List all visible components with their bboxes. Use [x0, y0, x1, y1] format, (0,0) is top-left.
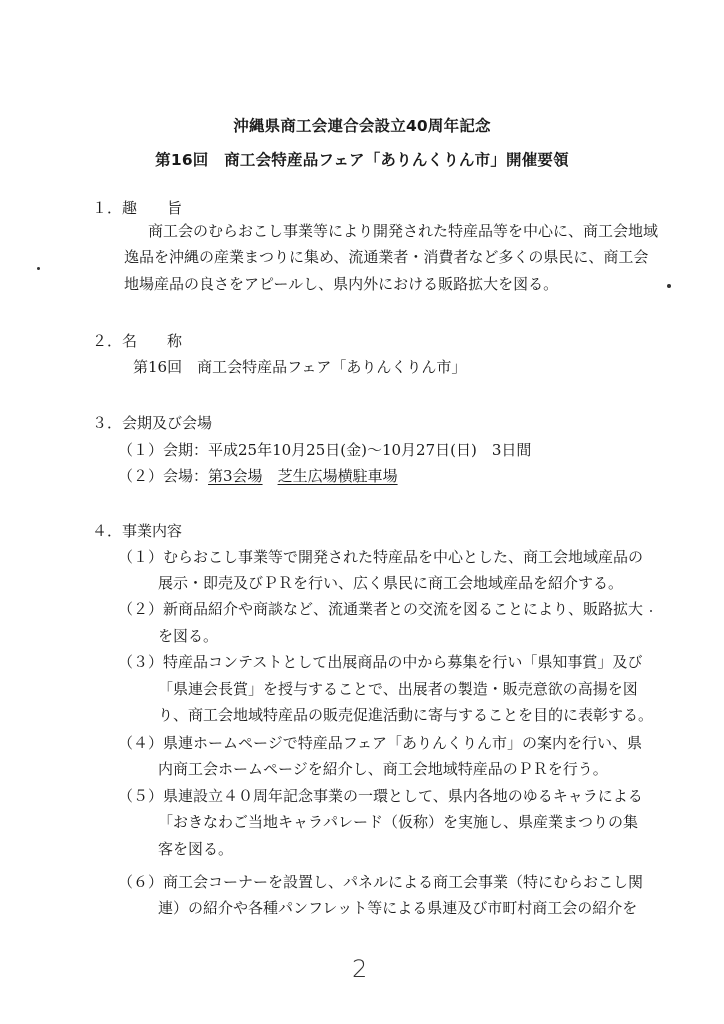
section-4-line: （６）商工会コーナーを設置し、パネルによる商工会事業（特にむらおこし関 — [118, 873, 644, 891]
page-number: 2 — [352, 955, 368, 983]
section-1-line: 商工会のむらおこし事業等により開発された特産品等を中心に、商工会地域 — [148, 222, 659, 240]
section-4-line: を図る。 — [158, 627, 219, 645]
section-4-heading: ４．事業内容 — [92, 522, 183, 540]
section-3-item-period: （１）会期：平成25年10月25日(金)～10月27日(日) 3日間 — [118, 441, 532, 459]
section-4-line: 客を図る。 — [158, 840, 234, 858]
section-4-line: 「県連会長賞」を授与することで、出展者の製造・販売意欲の高揚を図 — [158, 680, 638, 698]
section-2-body: 第16回 商工会特産品フェア「ありんくりん市」 — [133, 358, 467, 376]
venue-label: （２）会場： — [118, 467, 209, 485]
document-title-line1: 沖縄県商工会連合会設立40周年記念 — [233, 117, 491, 135]
section-1-line: 地場産品の良さをアピールし、県内外における販路拡大を図る。 — [124, 275, 559, 293]
section-4-line: （４）県連ホームページで特産品フェア「ありんくりん市」の案内を行い、県 — [118, 734, 642, 752]
section-1-heading: １．趣 旨 — [92, 199, 183, 217]
document-title-line2: 第16回 商工会特産品フェア「ありんくりん市」開催要領 — [155, 151, 569, 169]
section-4-line: 展示・即売及びＰＲを行い、広く県民に商工会地域産品を紹介する。 — [158, 574, 624, 592]
scan-speck — [37, 267, 40, 270]
venue-place: 芝生広場横駐車場 — [277, 467, 398, 485]
section-4-line: 連）の紹介や各種パンフレット等による県連及び市町村商工会の紹介を — [158, 899, 638, 917]
section-3-item-venue — [118, 466, 398, 486]
section-2-heading: ２．名 称 — [92, 332, 183, 350]
section-3-heading: ３．会期及び会場 — [92, 414, 213, 432]
section-1-line: 逸品を沖縄の産業まつりに集め、流通業者・消費者など多くの県民に、商工会 — [124, 248, 649, 266]
section-4-line: 「おきなわご当地キャラパレード（仮称）を実施し、県産業まつりの集 — [158, 813, 639, 831]
section-4-line: （１）むらおこし事業等で開発された特産品を中心とした、商工会地域産品の — [118, 548, 644, 566]
section-4-line: （５）県連設立４０周年記念事業の一環として、県内各地のゆるキャラによる — [118, 787, 643, 805]
section-4-line: り、商工会地域特産品の販売促進活動に寄与することを目的に表彰する。 — [158, 706, 654, 724]
section-4-line: 内商工会ホームページを紹介し、商工会地域特産品のＰＲを行う。 — [158, 760, 608, 778]
section-4-line: （２）新商品紹介や商談など、流通業者との交流を図ることにより、販路拡大 — [118, 600, 644, 618]
venue-space — [263, 467, 278, 485]
scan-speck — [650, 610, 652, 612]
section-4-line: （３）特産品コンテストとして出展商品の中から募集を行い「県知事賞」及び — [118, 653, 643, 671]
scan-speck — [667, 284, 671, 288]
venue-name: 第3会場 — [208, 467, 263, 485]
